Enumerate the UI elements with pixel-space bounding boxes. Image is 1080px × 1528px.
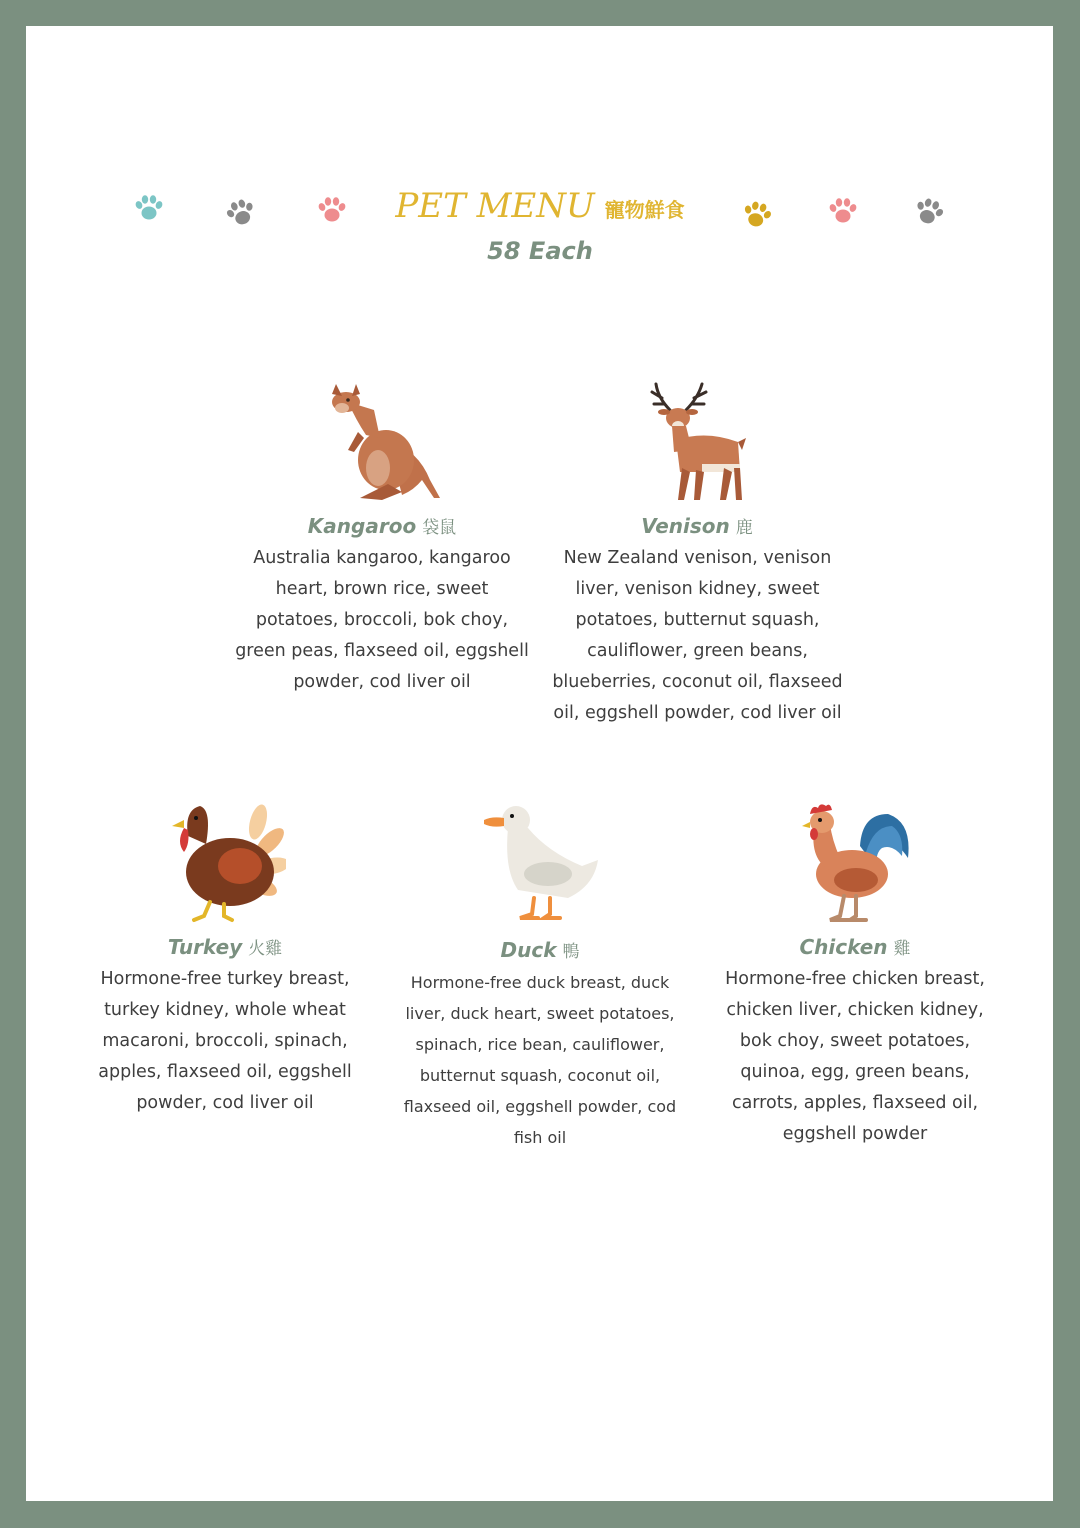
menu-item-name: Kangaroo 袋鼠 xyxy=(307,514,457,538)
rooster-icon xyxy=(800,800,915,925)
turkey-icon xyxy=(166,800,286,925)
deer-icon xyxy=(646,380,751,505)
menu-title xyxy=(0,186,1080,226)
kangaroo-icon xyxy=(318,380,443,505)
menu-item-name: Venison 鹿 xyxy=(641,514,753,538)
menu-title-en: PET MENU xyxy=(395,186,595,226)
duck-icon xyxy=(478,800,603,925)
menu-item-name: Chicken 雞 xyxy=(799,935,911,959)
menu-item-description: New Zealand venison, venison liver, venison kidney, sweet potatoes, butternut squash, cauliflower, green beans, blueberries, coconut oil, flaxseed oil, eggshell powder, cod liver oil xyxy=(552,548,843,723)
menu-item-description: Hormone-free chicken breast, chicken liver, chicken kidney, bok choy, sweet potatoes, quinoa, egg, green beans, carrots, apples, flaxseed oil, eggshell powder xyxy=(725,969,985,1144)
menu-item-name: Duck 鴨 xyxy=(500,938,580,962)
menu-item-description: Hormone-free turkey breast, turkey kidney, whole wheat macaroni, broccoli, spinach, apples, flaxseed oil, eggshell powder, cod liver oil xyxy=(98,969,352,1113)
menu-item-description: Australia kangaroo, kangaroo heart, brown rice, sweet potatoes, broccoli, bok choy, green peas, flaxseed oil, eggshell powder, cod liver oil xyxy=(235,548,529,692)
price-label: 58 Each xyxy=(487,237,593,265)
menu-title-zh: 寵物鮮食 xyxy=(604,198,685,222)
menu-item-description: Hormone-free duck breast, duck liver, duck heart, sweet potatoes, spinach, rice bean, cauliflower, butternut squash, coconut oil, flaxseed oil, eggshell powder, cod fish oil xyxy=(403,973,677,1147)
menu-item-name: Turkey 火雞 xyxy=(167,935,283,959)
